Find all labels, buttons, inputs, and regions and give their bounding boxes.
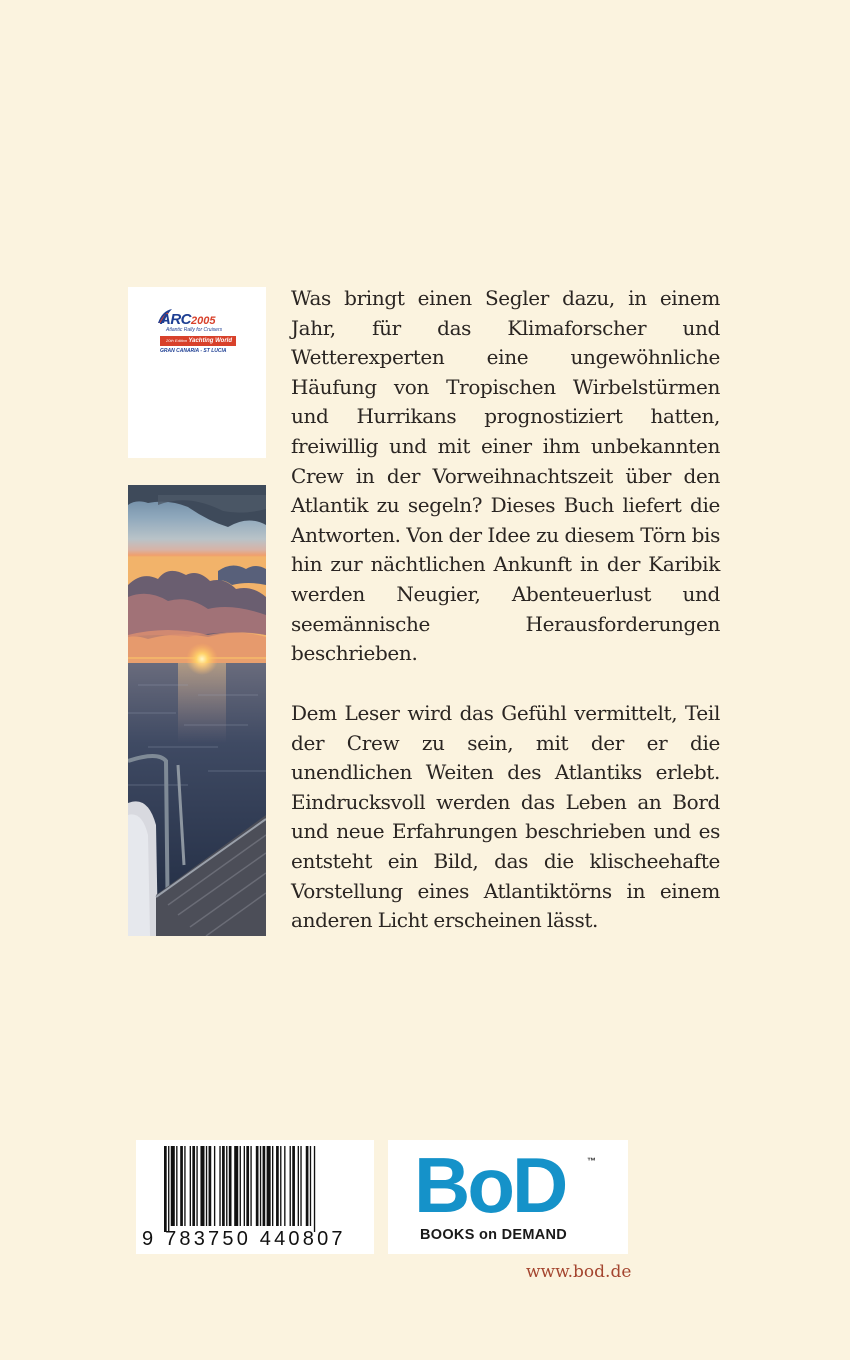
barcode-bar bbox=[272, 1146, 273, 1226]
barcode-bar bbox=[180, 1146, 183, 1226]
blurb-paragraph-2: Dem Leser wird das Gefühl vermittelt, Teil der Crew zu sein, mit der er die unendlichen Weiten des Atlantiks erlebt. Eindrucksvoll werden das Leben an Bord und neue Erfahrungen beschrieben und es entsteht ein Bild, das die klischeehafte Vorstellung eines Atlantiktörns in einem anderen Licht erscheinen lässt. bbox=[291, 701, 720, 933]
barcode-bar bbox=[226, 1146, 227, 1226]
isbn-barcode bbox=[136, 1140, 374, 1254]
arc-sponsor: Yachting World bbox=[188, 338, 232, 344]
barcode-bar bbox=[260, 1146, 261, 1226]
trademark-symbol: ™ bbox=[587, 1156, 596, 1166]
barcode-bar bbox=[276, 1146, 279, 1226]
arc-route: GRAN CANARIA - ST LUCIA bbox=[160, 348, 227, 354]
barcode-bar bbox=[234, 1146, 238, 1226]
arc-year: 2005 bbox=[191, 315, 216, 327]
barcode-bar bbox=[244, 1146, 245, 1226]
barcode-bar bbox=[314, 1146, 315, 1232]
barcode-bar bbox=[222, 1146, 225, 1226]
barcode-bar bbox=[300, 1146, 301, 1226]
arc-edition: 20th Edition bbox=[166, 338, 188, 343]
barcode-bar bbox=[246, 1146, 249, 1226]
isbn-digits: 9 783750 440807 bbox=[142, 1228, 346, 1250]
arc-sponsor-band bbox=[160, 336, 236, 346]
barcode-bar bbox=[206, 1146, 207, 1226]
barcode-bar bbox=[214, 1146, 215, 1226]
barcode-bar bbox=[196, 1146, 197, 1226]
barcode-bar bbox=[280, 1146, 281, 1226]
bod-wordmark: BoD bbox=[414, 1141, 566, 1229]
barcode-bar bbox=[171, 1146, 175, 1226]
barcode-bar bbox=[184, 1146, 185, 1226]
barcode-bar bbox=[190, 1146, 191, 1226]
barcode-bar bbox=[219, 1146, 220, 1226]
arc-title bbox=[160, 311, 215, 328]
barcode-bar bbox=[176, 1146, 177, 1226]
publisher-website[interactable]: www.bod.de bbox=[526, 1262, 632, 1282]
publisher-logo bbox=[388, 1140, 628, 1254]
barcode-bar bbox=[250, 1146, 251, 1226]
arc-name: ARC bbox=[160, 311, 191, 328]
barcode-bar bbox=[209, 1146, 212, 1226]
blurb-paragraph-1: Was bringt einen Segler dazu, in einem Jahr, für das Klimaforscher und Wetterexperten eine ungewöhnliche Häufung von Tropischen Wirbelstürmen und Hurrikans prognostiziert hatten, freiwillig und mit einer ihm unbekannten Crew in der Vorweihnachtszeit über den Atlantik zu segeln? Dieses Buch liefert die Antworten. Von der Idee zu diesem Törn bis hin zur nächtlichen Ankunft in der Karibik werden Neugier, Abenteuerlust und seemännische Herausforderungen beschrieben. bbox=[291, 286, 720, 666]
sunset-photo bbox=[128, 485, 266, 936]
barcode-bar bbox=[192, 1146, 195, 1226]
sunset-image bbox=[128, 485, 266, 936]
arc-logo-panel bbox=[128, 287, 266, 458]
barcode-bar bbox=[292, 1146, 295, 1226]
barcode-bar bbox=[306, 1146, 309, 1226]
barcode-bar bbox=[263, 1146, 266, 1226]
arc-subtitle: Atlantic Rally for Cruisers bbox=[166, 327, 223, 333]
barcode-bar bbox=[284, 1146, 285, 1226]
barcode-bar bbox=[256, 1146, 259, 1226]
barcode-bar bbox=[240, 1146, 241, 1226]
barcode-bar bbox=[290, 1146, 291, 1226]
barcode-bar bbox=[200, 1146, 204, 1226]
barcode-bar bbox=[298, 1146, 299, 1226]
barcode-bar bbox=[164, 1146, 167, 1232]
arc-logo bbox=[156, 305, 240, 365]
barcode-bar bbox=[168, 1146, 169, 1232]
publisher-tagline: BOOKS on DEMAND bbox=[420, 1227, 568, 1243]
barcode-bar bbox=[267, 1146, 271, 1226]
barcode-bar bbox=[310, 1146, 311, 1226]
barcode-bar bbox=[229, 1146, 232, 1226]
